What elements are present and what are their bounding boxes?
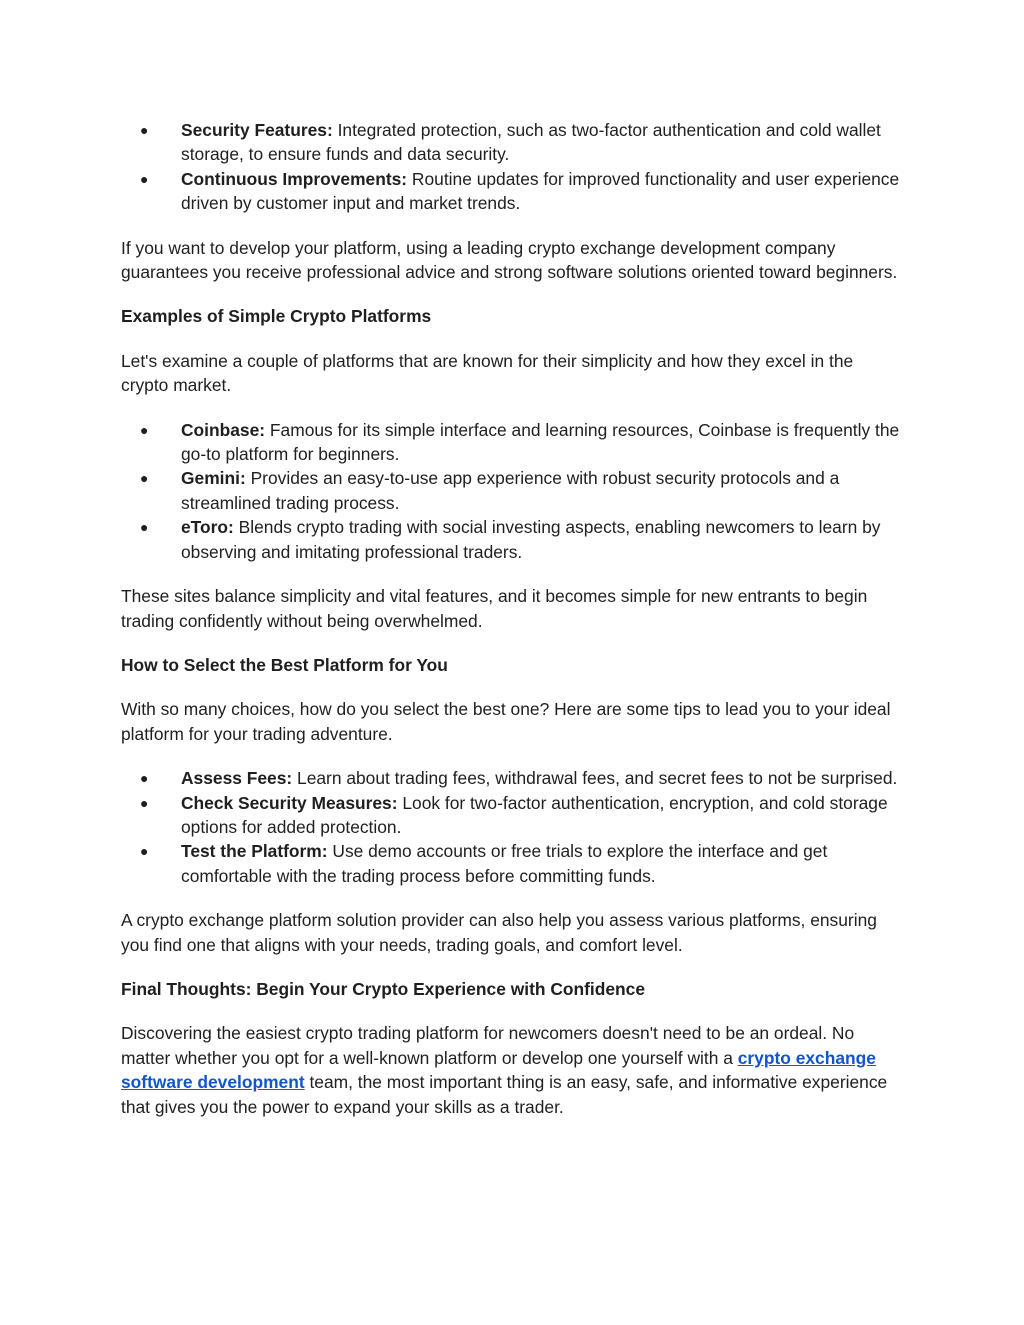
list-item-term: Check Security Measures: <box>181 792 398 813</box>
list-item-text: Famous for its simple interface and learning resources, Coinbase is frequently the go-to platform for beginners. <box>181 419 900 465</box>
top-feature-list <box>121 118 901 216</box>
list-item <box>121 466 901 515</box>
final-paragraph <box>121 1021 901 1119</box>
bullet-icon: ● <box>140 170 149 187</box>
list-item-text: Blends crypto trading with social investing aspects, enabling newcomers to learn by observing and imitating professional traders. <box>181 517 881 562</box>
list-item-text: Use demo accounts or free trials to explore the interface and get comfortable with the trading process before committing funds. <box>181 841 828 886</box>
list-item <box>121 418 901 467</box>
section-heading-final: Final Thoughts: Begin Your Crypto Experience with Confidence <box>121 978 646 999</box>
list-item-term: Assess Fees: <box>181 768 293 789</box>
list-item-text: Provides an easy-to-use app experience with robust security protocols and a streamlined trading process. <box>181 468 840 513</box>
list-item-term: Test the Platform: <box>181 841 328 862</box>
bullet-icon: ● <box>140 794 149 811</box>
bullet-icon: ● <box>140 421 149 438</box>
list-item-term: Coinbase: <box>181 419 266 440</box>
final-text-after: team, the most important thing is an easy, safe, and informative experience that gives you the power to expand your skills as a trader. <box>121 1072 888 1117</box>
bullet-icon: ● <box>140 843 149 860</box>
platform-examples-list <box>121 418 901 564</box>
bullet-icon: ● <box>140 122 149 138</box>
list-item-term: Security Features: <box>181 120 333 140</box>
list-item-text: Routine updates for improved functionality and user experience driven by customer input and market trends. <box>181 168 900 214</box>
list-item-term: Gemini: <box>181 468 246 489</box>
document-page <box>121 118 901 1139</box>
list-item-term: eToro: <box>181 517 234 538</box>
crypto-exchange-software-development-link[interactable]: crypto exchange software development <box>121 1047 876 1093</box>
list-item-text: Integrated protection, such as two-factor authentication and cold wallet storage, to ensure funds and data security. <box>181 120 881 165</box>
bullet-icon: ● <box>140 770 149 787</box>
bullet-icon: ● <box>140 519 149 536</box>
bullet-icon: ● <box>140 470 149 487</box>
list-item-term: Continuous Improvements: <box>181 168 408 189</box>
section-outro-examples: These sites balance simplicity and vital features, and it becomes simple for new entrants to begin trading confidently without being overwhelmed. <box>121 586 868 631</box>
intro-paragraph: If you want to develop your platform, using a leading crypto exchange development company guarantees you receive professional advice and strong software solutions oriented toward beginners. <box>121 237 898 283</box>
list-item <box>121 118 901 167</box>
section-heading-select: How to Select the Best Platform for You <box>121 654 448 675</box>
list-item <box>121 791 901 840</box>
section-intro-select: With so many choices, how do you select the best one? Here are some tips to lead you to your ideal platform for your trading adventure. <box>121 699 891 744</box>
section-intro-examples: Let's examine a couple of platforms that are known for their simplicity and how they excel in the crypto market. <box>121 350 854 396</box>
list-item <box>121 766 901 790</box>
final-text-before: Discovering the easiest crypto trading platform for newcomers doesn't need to be an ordeal. No matter whether you opt for a well-known platform or develop one yourself with a <box>121 1023 855 1068</box>
section-outro-select: A crypto exchange platform solution provider can also help you assess various platforms, ensuring you find one that aligns with your needs, trading goals, and comfort level. <box>121 910 877 955</box>
list-item-text: Learn about trading fees, withdrawal fees, and secret fees to not be surprised. <box>292 768 898 789</box>
list-item <box>121 839 901 888</box>
list-item <box>121 167 901 216</box>
selection-tips-list <box>121 766 901 888</box>
section-heading-examples: Examples of Simple Crypto Platforms <box>121 306 432 327</box>
list-item-text: Look for two-factor authentication, encryption, and cold storage options for added protection. <box>181 792 888 837</box>
list-item <box>121 515 901 564</box>
